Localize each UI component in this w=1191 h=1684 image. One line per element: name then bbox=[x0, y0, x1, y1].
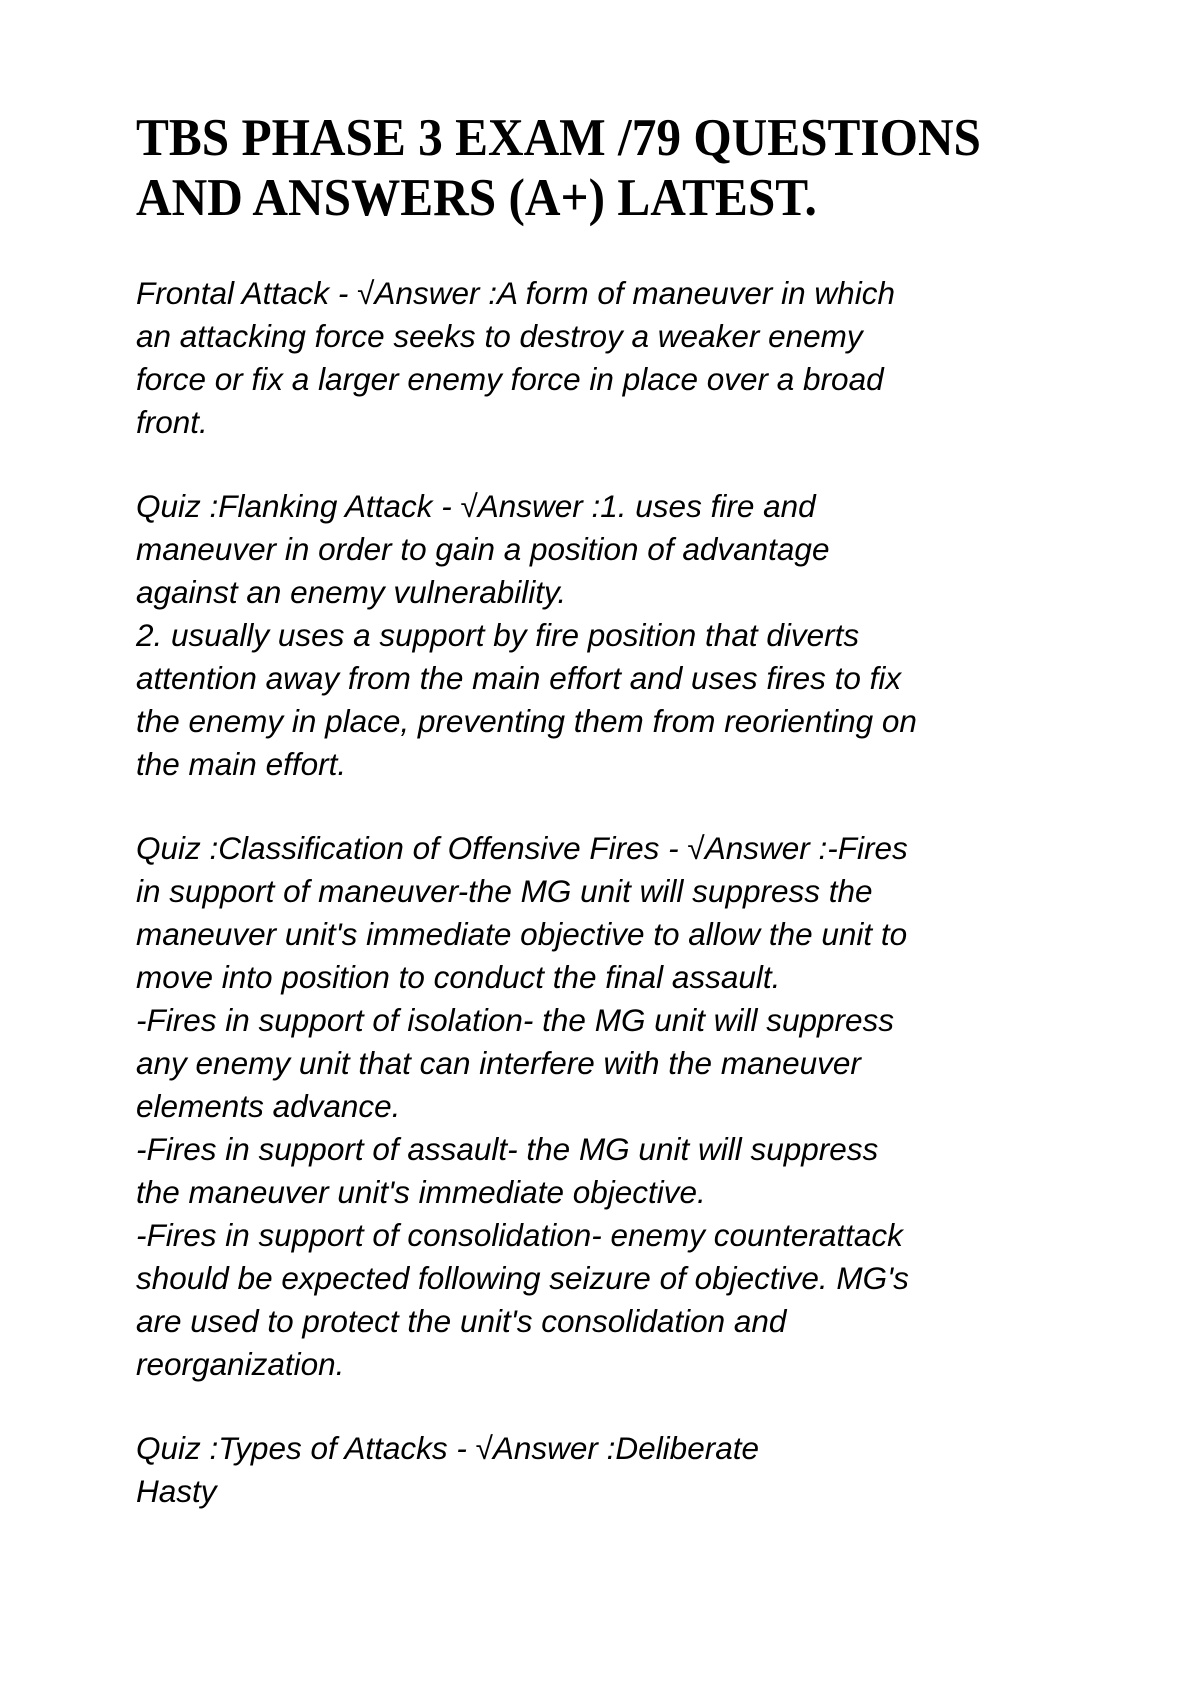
qa-line: should be expected following seizure of objective. MG's bbox=[136, 1260, 909, 1296]
qa-line: any enemy unit that can interfere with the maneuver bbox=[136, 1045, 861, 1081]
qa-block-list bbox=[136, 272, 1056, 1513]
qa-line: -Fires in support of isolation- the MG unit will suppress bbox=[136, 1002, 895, 1038]
qa-line: -Fires in support of assault- the MG unit will suppress bbox=[136, 1131, 879, 1167]
qa-line: front. bbox=[136, 404, 208, 440]
qa-line: maneuver in order to gain a position of advantage bbox=[136, 531, 830, 567]
page-title-line-1: TBS PHASE 3 EXAM /79 QUESTIONS bbox=[136, 109, 981, 167]
qa-line: in support of maneuver-the MG unit will suppress the bbox=[136, 873, 873, 909]
qa-line: 2. usually uses a support by fire position that diverts bbox=[136, 617, 860, 653]
qa-line: Hasty bbox=[136, 1473, 217, 1509]
qa-line: force or fix a larger enemy force in place over a broad bbox=[136, 361, 884, 397]
qa-line: the enemy in place, preventing them from reorienting on bbox=[136, 703, 917, 739]
qa-block-types-of-attacks bbox=[136, 1427, 1056, 1513]
qa-block-frontal-attack bbox=[136, 272, 1056, 444]
qa-line: the main effort. bbox=[136, 746, 347, 782]
page-title-line-2: AND ANSWERS (A+) LATEST. bbox=[136, 169, 817, 227]
qa-line: an attacking force seeks to destroy a weaker enemy bbox=[136, 318, 863, 354]
qa-line: elements advance. bbox=[136, 1088, 401, 1124]
page-title bbox=[136, 108, 992, 228]
qa-line: -Fires in support of consolidation- enemy counterattack bbox=[136, 1217, 903, 1253]
qa-block-flanking-attack bbox=[136, 485, 1056, 786]
qa-line: maneuver unit's immediate objective to allow the unit to bbox=[136, 916, 908, 952]
qa-line: move into position to conduct the final assault. bbox=[136, 959, 781, 995]
document-content bbox=[136, 108, 1056, 1513]
qa-line: are used to protect the unit's consolidation and bbox=[136, 1303, 787, 1339]
qa-line: against an enemy vulnerability. bbox=[136, 574, 567, 610]
qa-line: Quiz :Flanking Attack - √Answer :1. uses fire and bbox=[136, 488, 816, 524]
qa-line: reorganization. bbox=[136, 1346, 345, 1382]
qa-line: attention away from the main effort and uses fires to fix bbox=[136, 660, 902, 696]
qa-line: Quiz :Types of Attacks - √Answer :Deliberate bbox=[136, 1430, 760, 1466]
qa-line: Frontal Attack - √Answer :A form of maneuver in which bbox=[136, 275, 895, 311]
qa-line: Quiz :Classification of Offensive Fires - √Answer :-Fires bbox=[136, 830, 908, 866]
qa-line: the maneuver unit's immediate objective. bbox=[136, 1174, 706, 1210]
qa-block-classification-of-offensive-fires bbox=[136, 827, 1056, 1386]
